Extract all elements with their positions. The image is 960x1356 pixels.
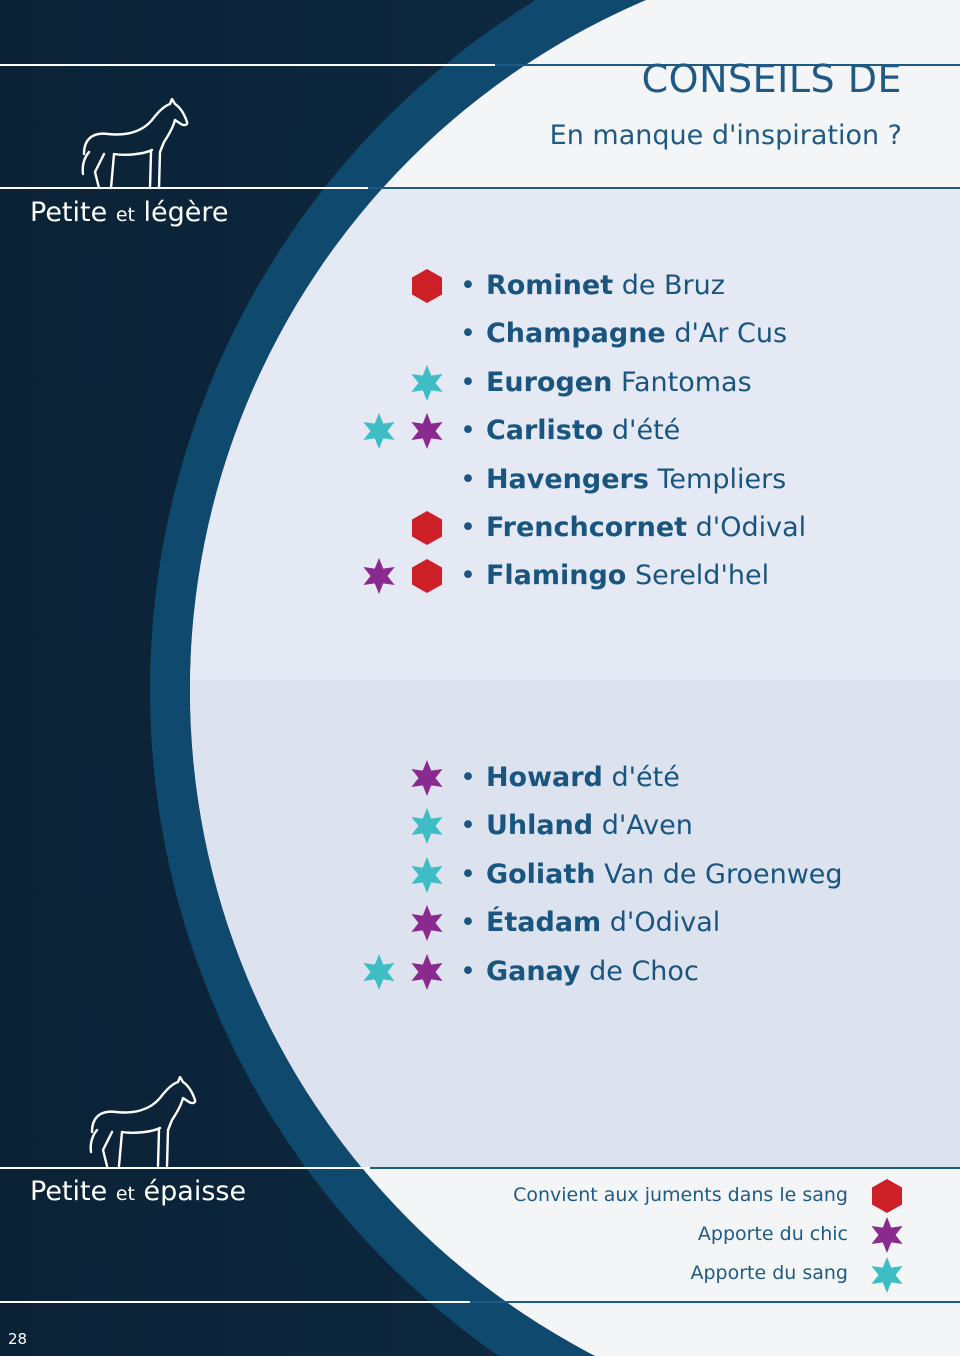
category-main: Petite [30,1176,108,1207]
list-item [360,901,920,949]
stallion-name-rest: de Choc [589,955,699,987]
stallion-name-rest: d'été [611,762,680,793]
purple-star-icon [408,904,446,942]
bullet: • [460,511,476,543]
list-item [360,361,920,409]
teal-star-icon [360,953,398,991]
category-conj: et [115,1183,135,1205]
teal-star-icon [360,412,398,450]
teal-star-icon [408,364,446,402]
list-item [360,950,920,998]
stallion-name-bold: Étadam [485,907,602,939]
list-item [360,506,920,554]
stallion-name-bold: Uhland [485,810,594,842]
purple-star-icon [868,1216,906,1254]
stallion-name-rest: d'Odival [695,511,807,543]
purple-star-icon [408,412,446,450]
category-conj: et [115,204,135,226]
page-title: CONSEILS DE [641,57,902,101]
stallion-name [460,458,786,502]
legend-label-purple-star: Apporte du chic [697,1223,848,1245]
stallion-name-bold: Carlisto [485,415,604,447]
teal-star-icon [868,1256,906,1294]
stallion-name [460,361,752,405]
bullet: • [460,858,476,890]
stallion-name [460,554,769,598]
list-item [360,804,920,852]
purple-star-icon [408,759,446,797]
stallion-name [460,853,843,897]
stallion-name-rest: Fantomas [620,366,752,398]
category-adj: légère [143,197,229,228]
horse-icon [78,98,190,190]
category-adj: épaisse [143,1176,247,1207]
hexagon-icon [868,1177,906,1215]
bullet: • [460,366,476,398]
stallion-list-thick [360,756,920,998]
stallion-name-bold: Flamingo [485,560,627,592]
teal-star-icon [408,856,446,894]
stallion-name-rest: Templiers [657,463,787,495]
category-label-thick [30,1176,246,1207]
bullet: • [460,463,476,495]
purple-star-icon [360,557,398,595]
bullet: • [460,560,476,592]
stallion-name [460,409,680,453]
stallion-name [460,950,699,994]
stallion-name-rest: de Bruz [621,270,725,301]
bullet: • [460,270,476,301]
stallion-name-rest: d'été [611,415,681,447]
teal-star-icon [408,807,446,845]
horse-icon [86,1076,198,1168]
list-item [360,312,920,360]
stallion-name [460,312,787,356]
stallion-list-light [360,264,920,603]
legend-label-hexagon: Convient aux juments dans le sang [513,1184,848,1206]
stallion-name-bold: Howard [485,762,603,793]
stallion-name [460,264,725,308]
stallion-name-bold: Champagne [485,318,666,350]
hexagon-icon [408,557,446,595]
stallion-name-bold: Eurogen [485,366,613,398]
stallion-name-bold: Goliath [485,858,596,890]
list-item [360,554,920,602]
stallion-name [460,804,693,848]
hexagon-icon [408,509,446,547]
bullet: • [460,415,476,447]
stallion-name-rest: d'Ar Cus [674,318,788,350]
category-label-light [30,197,229,228]
stallion-name-rest: Van de Groenweg [604,858,843,890]
category-main: Petite [30,197,108,228]
legend-label-teal-star: Apporte du sang [690,1262,848,1284]
bullet: • [460,810,476,842]
stallion-name-rest: Sereld'hel [634,560,770,592]
list-item [360,409,920,457]
stallion-name [460,756,680,800]
page-subtitle: En manque d'inspiration ? [549,120,902,151]
bullet: • [460,955,476,987]
bullet: • [460,318,476,350]
stallion-name [460,506,806,550]
list-item [360,853,920,901]
stallion-name-bold: Rominet [485,270,614,301]
stallion-name-bold: Havengers [485,463,649,495]
stallion-name-rest: d'Aven [601,810,693,842]
bullet: • [460,762,476,793]
stallion-name-rest: d'Odival [609,907,721,939]
hexagon-icon [408,267,446,305]
list-item [360,264,920,312]
purple-star-icon [408,953,446,991]
bullet: • [460,907,476,939]
list-item [360,458,920,506]
list-item [360,756,920,804]
page-number: 28 [8,1330,28,1348]
stallion-name-bold: Ganay [485,955,581,987]
stallion-name-bold: Frenchcornet [485,511,688,543]
stallion-name [460,901,720,945]
